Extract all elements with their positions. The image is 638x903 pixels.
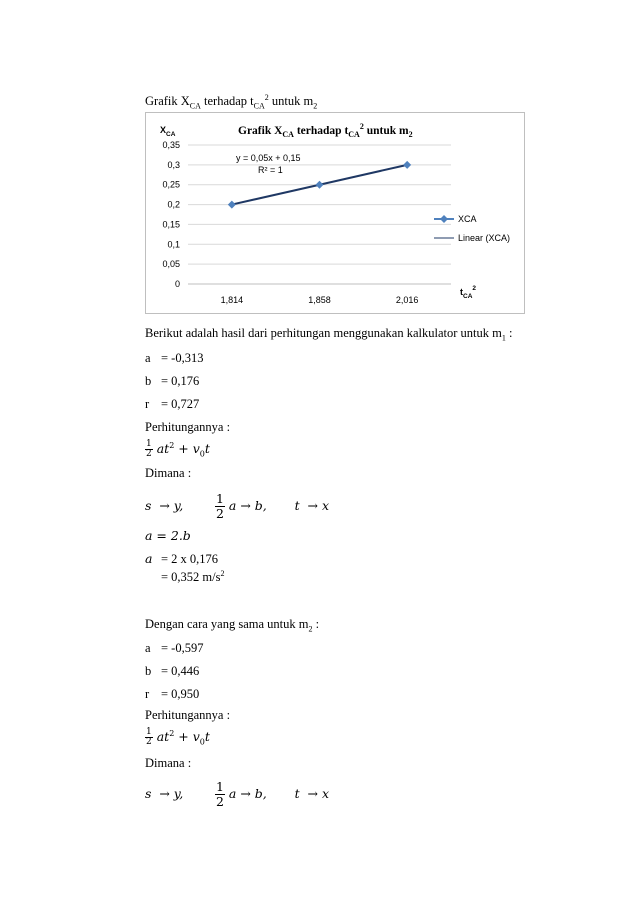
x-tick-label: 1,858 [308, 295, 331, 305]
m2-formula: $\frac{1}{2}$ $at^2 + v_0t$ [146, 727, 210, 747]
y-tick-label: 0,05 [162, 259, 180, 270]
x-tick-label: 2,016 [395, 295, 419, 305]
m1-r-value: r = 0,727 [145, 397, 200, 411]
m2-dimana: Dimana : [145, 756, 192, 770]
chart [145, 112, 525, 314]
y-tick-label: 0,25 [162, 179, 180, 190]
y-tick-label: 0,15 [162, 219, 180, 230]
m1-a-value: a = -0,313 [145, 351, 204, 365]
y-tick-label: 0 [174, 279, 180, 289]
y-tick-label: 0,2 [167, 199, 180, 210]
trendline-equation: y = 0,05x + 0,15 [236, 153, 301, 163]
y-tick-label: 0,1 [167, 239, 180, 250]
chart-title: Grafik $X_{CA}$ terhadap $t_{CA}^2$ untuk $m_2$ [238, 122, 413, 139]
m1-b-value: b = 0,176 [145, 374, 200, 388]
y-axis-title: $X_{CA}$ [160, 125, 176, 138]
y-tick-label: 0,3 [167, 159, 180, 170]
legend-item-linear: Linear (XCA) [458, 233, 511, 243]
legend [434, 214, 510, 243]
m2-perhitungan: Perhitungannya : [145, 708, 231, 722]
trendline-r2: R² = 1 [258, 165, 283, 175]
y-tick-label: 0,35 [162, 140, 180, 150]
m2-intro: Dengan cara yang sama untuk $m_2$ : [145, 617, 320, 634]
m2-a-value: a = -0,597 [145, 641, 204, 655]
legend-item-xca: XCA [458, 214, 477, 224]
m1-intro: Berikut adalah hasil dari perhitungan menggunakan kalkulator untuk $m_1$ : [145, 326, 513, 343]
x-tick-label: 1,814 [220, 295, 244, 305]
m2-b-value: b = 0,446 [145, 664, 200, 678]
chart-svg [146, 113, 524, 313]
m1-perhitungan: Perhitungannya : [145, 420, 231, 434]
m1-mapping: s → y, $\frac{1}{2}$ a → b, t → x [145, 491, 330, 521]
m1-a-result: = 0,352 $m/s^2$ [161, 568, 225, 584]
data-point [228, 201, 236, 209]
m1-a-equation: a = 2.b [145, 528, 191, 543]
data-point [403, 161, 411, 169]
legend-marker-xca [440, 215, 448, 223]
m1-dimana: Dimana : [145, 466, 192, 480]
m1-a-calc: a = 2 x 0,176 [145, 551, 219, 566]
chart-caption: Grafik $X_{CA}$ terhadap $t_{CA}^2$ untuk $m_2$ [145, 92, 318, 111]
m1-formula: $\frac{1}{2}$ $at^2 + v_0t$ [146, 439, 210, 459]
m2-mapping: s → y, $\frac{1}{2}$ a → b, t → x [145, 779, 330, 809]
data-point [316, 181, 324, 189]
m2-r-value: r = 0,950 [145, 687, 200, 701]
x-axis-title: $t_{CA}^2$ [460, 285, 477, 300]
